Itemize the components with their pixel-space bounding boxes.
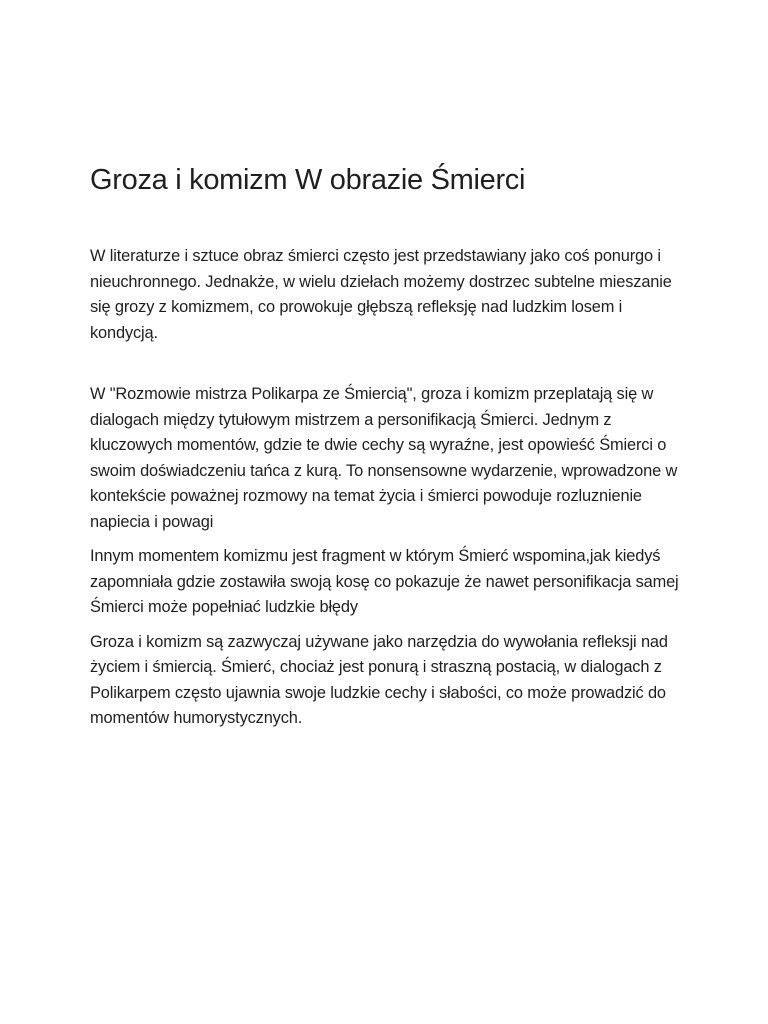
paragraph-scythe-moment: Innym momentem komizmu jest fragment w którym Śmierć wspomina,jak kiedyś zapomniała gdzie zostawiła swoją kosę co pokazuje że nawet personifikacja samej Śmierci może popełniać ludzkie błędy (90, 547, 679, 616)
paragraph-conclusion: Groza i komizm są zazwyczaj używane jako narzędzia do wywołania refleksji nad życiem i śmiercią. Śmierć, chociaż jest ponurą i straszną postacią, w dialogach z Polikarpem często ujawnia swoje ludzkie cechy i słabości, co może prowadzić do momentów humorystycznych. (90, 632, 668, 727)
paragraph-intro: W literaturze i sztuce obraz śmierci często jest przedstawiany jako coś ponurgo i nieuchronnego. Jednakże, w wielu dziełach możemy dostrzec subtelne mieszanie się grozy z komizmem, co prowokuje głębszą refleksję nad ludzkim losem i kondycją. (90, 247, 672, 342)
document-title: Groza i komizm W obrazie Śmierci (90, 164, 526, 196)
document-body (90, 158, 690, 732)
paragraph-polikarp-dialogue: W "Rozmowie mistrza Polikarpa ze Śmiercią", groza i komizm przeplatają się w dialogach między tytułowym mistrzem a personifikacją Śmierci. Jednym z kluczowych momentów, gdzie te dwie cechy są wyraźne, jest opowieść Śmierci o swoim doświadczeniu tańca z kurą. To nonsensowne wydarzenie, wprowadzone w kontekście poważnej rozmowy na temat życia i śmierci powoduje rozluznienie napiecia i powagi (90, 385, 678, 531)
